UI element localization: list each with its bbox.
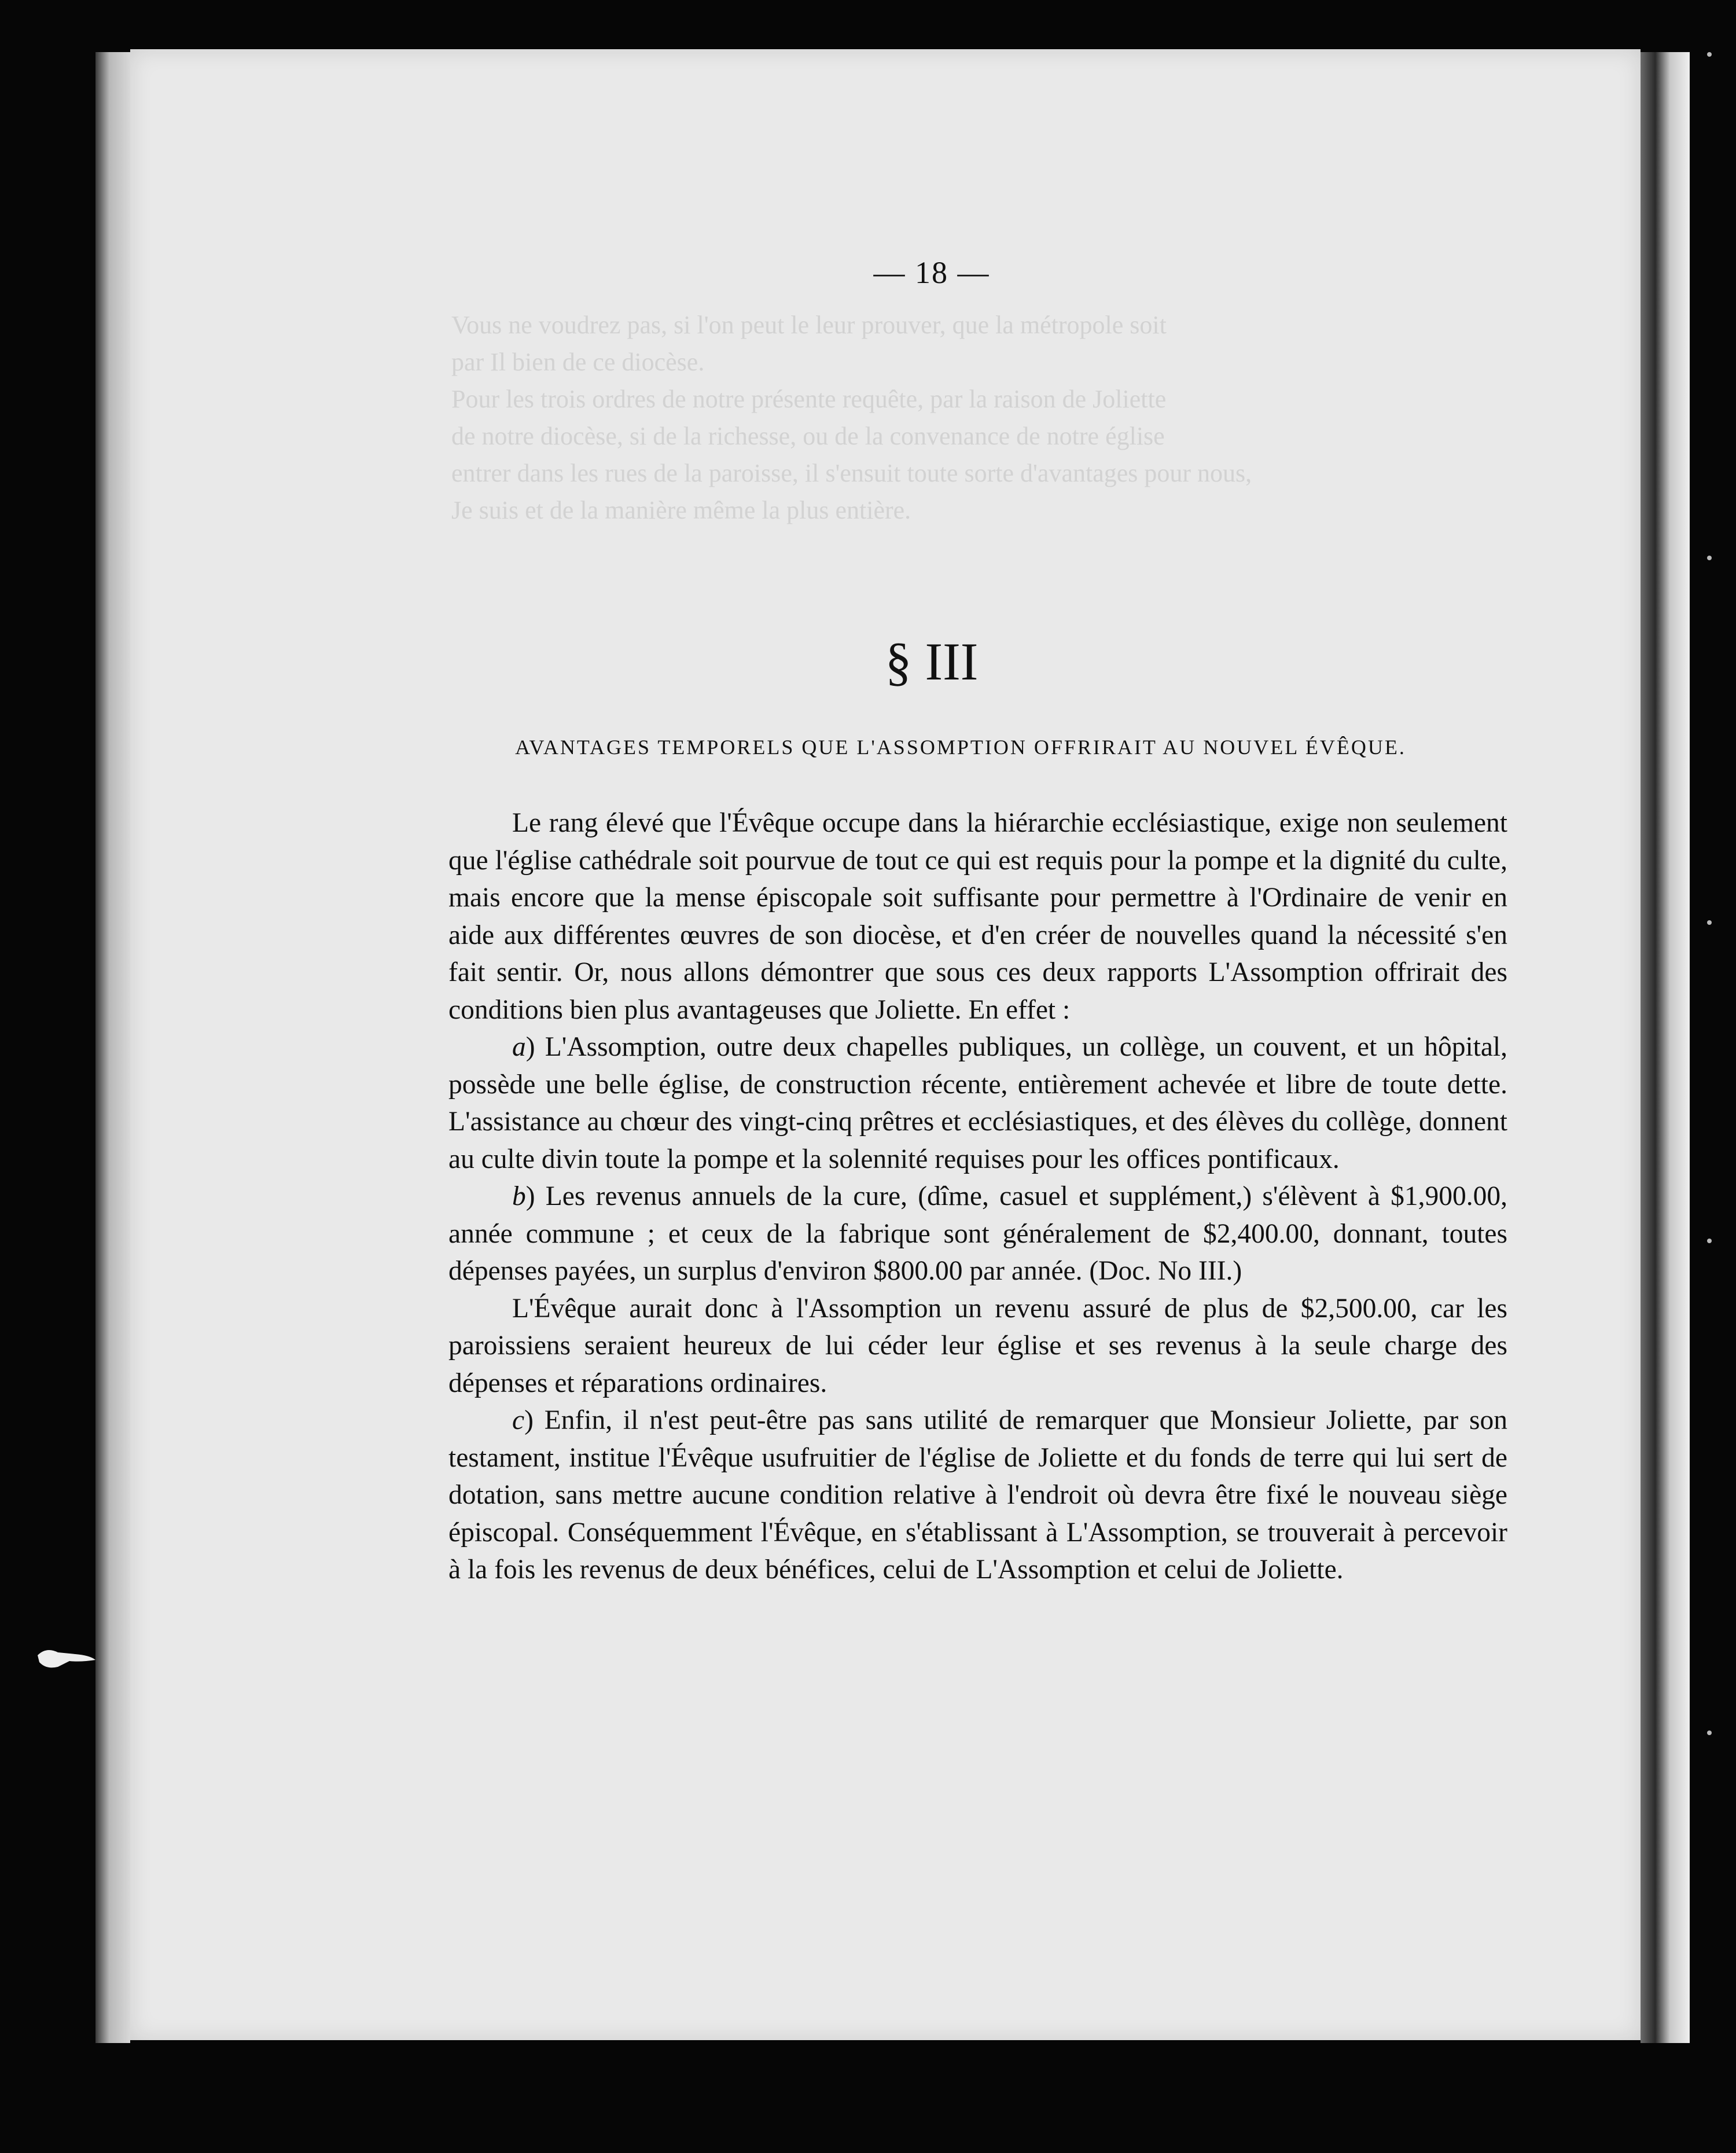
paragraph <box>448 1290 1507 1402</box>
page-edge-left <box>95 52 130 2043</box>
noise-dot <box>1707 1239 1712 1243</box>
section-mark: § III <box>885 632 979 691</box>
paragraph-text: ) Les revenus annuels de la cure, (dîme, casuel et supplément,) s'élèvent à $1,900.00, année commune ; et ceux de la fabrique sont généralement de $2,400.00, donnant, toutes dépenses payées, un surplus d'environ $800.00 par année. (Doc. No III.) <box>448 1181 1507 1286</box>
noise-dot <box>1707 52 1712 57</box>
paragraph-text: ) Enfin, il n'est peut-être pas sans utilité de remarquer que Monsieur Joliette, par son testament, institue l'Évêque usufruitier de l'église de Joliette et du fonds de terre qui lui sert de dotation, sans mettre aucune condition relative à l'endroit où devra être fixé le nouveau siège épiscopal. Conséquemment l'Évêque, en s'établissant à L'Assomption, se trouverait à percevoir à la fois les revenus de deux bénéfices, celui de L'Assomption et celui de Joliette. <box>448 1405 1507 1585</box>
paragraph <box>448 804 1507 1028</box>
paragraph-text: ) L'Assomption, outre deux chapelles publiques, un collège, un couvent, et un hôpital, possède une belle église, de construction récente, entièrement achevée et libre de toute dette. L'assistance au chœur des vingt-cinq prêtres et ecclésiastiques, et des élèves du collège, donnent au culte divin toute la pompe et la solennité requises pour les offices pontificaux. <box>448 1032 1507 1174</box>
bleed-line: Vous ne voudrez pas, si l'on peut le leur prouver, que la métropole soit <box>451 311 1167 339</box>
section-heading: AVANTAGES TEMPORELS QUE L'ASSOMPTION OFFRIRAIT AU NOUVEL ÉVÊQUE. <box>515 736 1406 759</box>
paragraph <box>448 1028 1507 1178</box>
body-text <box>448 804 1507 1589</box>
noise-dot <box>1707 556 1712 560</box>
paragraph-letter: c <box>512 1405 525 1435</box>
paragraph <box>448 1178 1507 1290</box>
bleed-line: Pour les trois ordres de notre présente requête, par la raison de Joliette <box>451 385 1167 413</box>
bleed-line: de notre diocèse, si de la richesse, ou de la convenance de notre église <box>451 422 1165 450</box>
noise-dot <box>1707 1731 1712 1735</box>
paragraph-letter: a <box>512 1032 526 1062</box>
paragraph-text: L'Évêque aurait donc à l'Assomption un revenu assuré de plus de $2,500.00, car les paroissiens seraient heureux de lui céder leur église et ses revenus à la seule charge des dépenses et réparations ordinaires. <box>448 1293 1507 1398</box>
noise-dot <box>1707 920 1712 925</box>
page-edge-right <box>1641 52 1690 2043</box>
bleed-line: Je suis et de la manière même la plus entière. <box>451 496 911 524</box>
scan-artifact-mark <box>35 1644 98 1673</box>
paragraph <box>448 1402 1507 1589</box>
paragraph-letter: b <box>512 1181 526 1211</box>
paragraph-text: Le rang élevé que l'Évêque occupe dans la hiérarchie ecclésiastique, exige non seulement que l'église cathédrale soit pourvue de tout ce qui est requis pour la pompe et la dignité du culte, mais encore que la mense épiscopale soit suffisante pour permettre à l'Ordinaire de venir en aide aux différentes œuvres de son diocèse, et d'en créer de nouvelles quand la nécessité s'en fait sentir. Or, nous allons démontrer que sous ces deux rapports L'Assomption offrirait des conditions bien plus avantageuses que Joliette. En effet : <box>448 808 1507 1025</box>
page-number: — 18 — <box>873 255 990 290</box>
scan-noise <box>1707 0 1719 2153</box>
bleed-through-text <box>451 307 1516 527</box>
bleed-line: par Il bien de ce diocèse. <box>451 348 705 376</box>
bleed-line: entrer dans les rues de la paroisse, il s'ensuit toute sorte d'avantages pour nous, <box>451 459 1252 487</box>
